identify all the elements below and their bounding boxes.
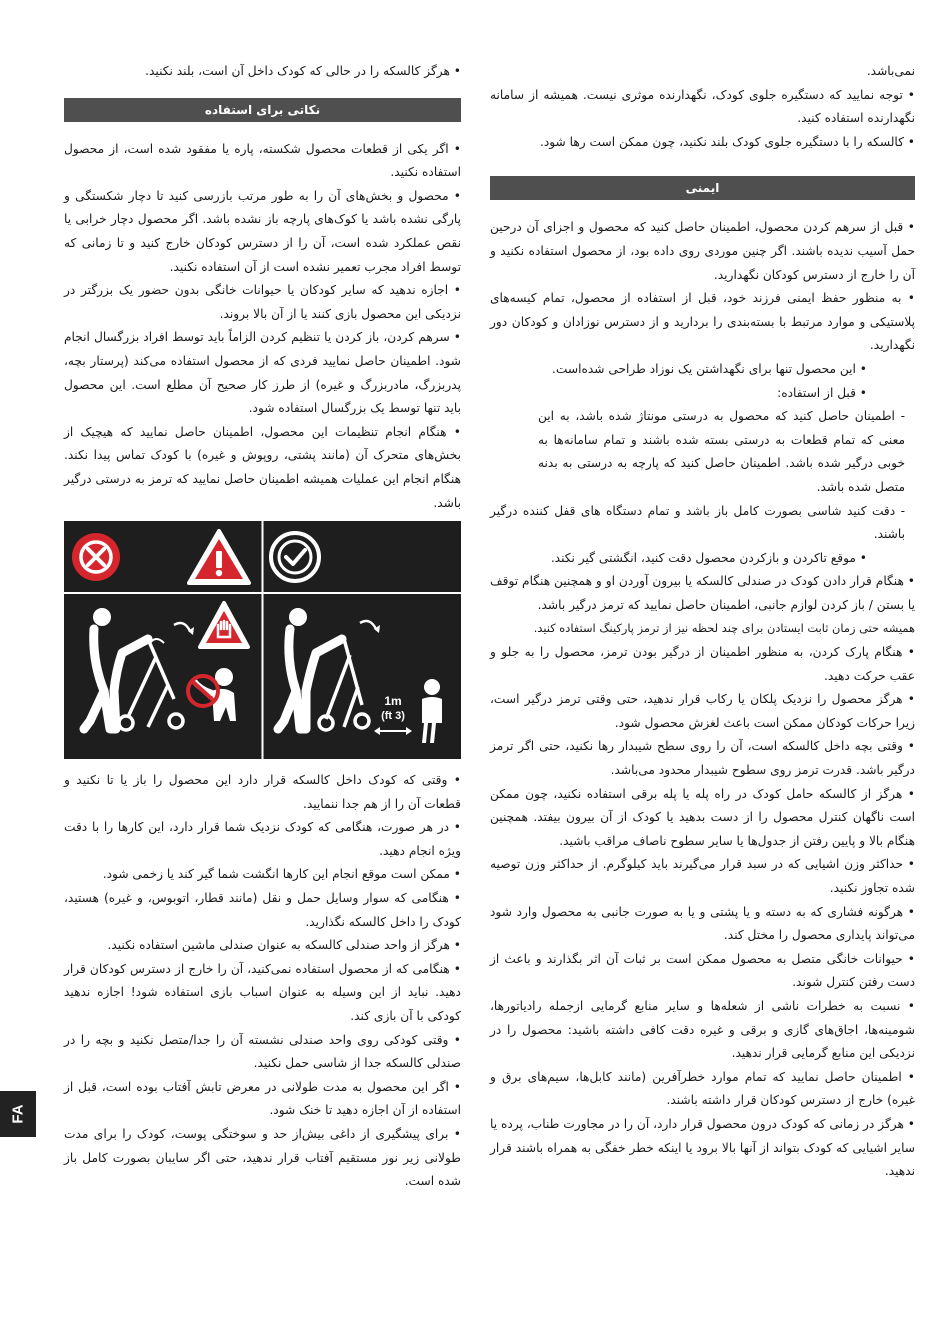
safety-illustration <box>64 521 461 759</box>
paragraph: • نسبت به خطرات ناشی از شعله‌ها و سایر منابع گرمایی ازجمله رادیاتورها، شومینه‌ها، اجاق‌های گازی و برقی و غیره دقت کافی داشته باشید: محصول را در نزدیکی این منابع گرمایی قرار ندهید. <box>490 998 915 1061</box>
safety-pictogram <box>64 521 461 759</box>
paragraph: • وقتی بچه داخل کالسکه است، آن را روی سطح شیبدار رها نکنید، حتی اگر ترمز درگیر باشد. قدرت ترمز روی سطوح شیبدار محدود می‌باشد. <box>490 739 915 778</box>
paragraph: • هرگز در زمانی که کودک درون محصول قرار دارد، آن را در مجاورت طناب، پرده یا سایر اشیایی که کودک بتواند از آنها بالا برود یا اینکه خطر خفگی به همراه باشند قرار ندهید. <box>490 1116 915 1179</box>
left-column <box>64 60 461 1194</box>
paragraph: • اجازه ندهید که سایر کودکان یا حیوانات خانگی بدون حضور یک بزرگتر در نزدیکی این محصول بازی کنند یا از آن بالا بروند. <box>64 283 461 321</box>
paragraph: همیشه حتی زمان ثابت ایستادن برای چند لحظه نیز از ترمز پارکینگ استفاده کنید. <box>533 621 915 636</box>
paragraph: • این محصول تنها برای نگهداشتن یک نوزاد طراحی شده‌است. <box>552 361 867 376</box>
cross-icon <box>72 533 120 581</box>
paragraph: • قبل از سرهم کردن محصول، اطمینان حاصل کنید که محصول و اجزای آن درحین حمل آسیب ندیده باشند. اگر چنین موردی روی داده بود، از محصول استفاده نکنید و آن را خارج از دسترس کودکان نگهدارید. <box>490 220 915 282</box>
language-code: FA <box>9 1104 27 1124</box>
paragraph: • هرگز محصول را نزدیک پلکان یا رکاب قرار ندهید، حتی وقتی ترمز درگیر است، زیرا حرکات کودکان ممکن است باعث لغزش محصول شود. <box>490 692 915 730</box>
warning-icon <box>189 531 249 583</box>
paragraph: • هرگز از کالسکه حامل کودک در راه پله یا پله برقی استفاده نکنید، چون ممکن است ناگهان کنترل محصول را از دست بدهید یا کودک از آن بیرون بیفتد. همچنین هنگام بالا و پایین رفتن از جدول‌ها یا سایر سطوح ناصاف مراقب باشید. <box>490 786 915 848</box>
paragraph: • حداکثر وزن اشیایی که در سبد قرار می‌گیرند باید کیلوگرم. از حداکثر وزن توصیه شده تجاوز نکنید. <box>490 857 915 895</box>
paragraph: • موقع تاکردن و بازکردن محصول دقت کنید، انگشتی گیر نکند. <box>550 550 867 565</box>
paragraph: • ممکن است موقع انجام این کارها انگشت شما گیر کند یا زخمی شود. <box>102 867 461 882</box>
check-icon <box>271 533 319 581</box>
paragraph: • هرگز کالسکه را در حالی که کودک داخل آن است، بلند نکنید. <box>145 64 461 78</box>
paragraph: • قبل از استفاده: <box>777 385 867 400</box>
paragraph: • هنگامی که سوار وسایل حمل و نقل (مانند قطار، اتوبوس، و غیره) هستید، کودک را داخل کالسکه نگذارید. <box>64 891 461 929</box>
distance-unit: (3 ft) <box>381 710 405 723</box>
paragraph: • هرگونه فشاری که به دسته و یا پشتی و یا به صورت جانبی به محصول وارد شود می‌تواند پایداری محصول را مختل کند. <box>490 904 915 943</box>
paragraph: • اطمینان حاصل نمایید که تمام موارد خطرآفرین (مانند کابل‌ها، سیم‌های برق و غیره) خارج از دسترس کودکان قرار داشته باشند. <box>490 1069 915 1108</box>
section-heading-safety: ایمنی <box>490 176 915 200</box>
no-hand-icon <box>188 603 248 706</box>
paragraph: • هنگامی که از محصول استفاده نمی‌کنید، آن را خارج از دسترس کودکان قرار دهید. نباید از این وسیله به عنوان اسباب بازی استفاده شود! اجازه ندهید کودکی با آن بازی کند. <box>64 961 461 1024</box>
stroller-safe-distance-icon <box>278 608 442 743</box>
paragraph: • در هر صورت، هنگامی که کودک نزدیک شما قرار دارد، این کارها را با دقت ویژه انجام دهید. <box>64 820 461 858</box>
paragraph: • برای پیشگیری از داغی بیش‌از حد و سوختگی پوست، کودک را برای مدت طولانی زیر نور مستقیم آفتاب قرار ندهید، حتی اگر سایبان بصورت کامل باز شده است. <box>64 1127 461 1189</box>
paragraph: • به منظور حفظ ایمنی فرزند خود، قبل از استفاده از محصول، تمام کیسه‌های پلاستیکی و موارد مرتبط با بسته‌بندی را بردارید و از دسترس نوزادان و کودکان دور نگهدارید. <box>490 291 915 353</box>
paragraph: • کالسکه را با دستگیره جلوی کودک بلند نکنید، چون ممکن است رها شود. <box>539 134 915 149</box>
paragraph: • هنگام انجام تنظیمات این محصول، اطمینان حاصل نمایید که هیچیک از بخش‌های متحرک آن (مانند پشتی، روپوش و غیره) با کودک تماس پیدا نکند. هنگام انجام این عملیات همیشه اطمینان حاصل نمایید که ترمز به درستی درگیر باشد. <box>64 424 461 510</box>
paragraph: • محصول و بخش‌های آن را به طور مرتب بازرسی کنید تا دچار شکستگی و پارگی نشده باشد یا کوک‌های پارچه باز نشده باشد. اگر محصول دچار خرابی یا نقص عملکرد شده است، آن را از دسترس کودکان خارج کنید و تا زمانی که توسط افراد مجرب تعمیر نشده است از آن استفاده نکنید. <box>64 188 461 274</box>
sub-item: - دقت کنید شاسی بصورت کامل باز باشد و تمام دستگاه های قفل کننده درگیر باشند. <box>490 503 905 542</box>
distance-value: 1m <box>384 694 402 709</box>
paragraph: • هنگام قرار دادن کودک در صندلی کالسکه یا بیرون آوردن او و همچنین هنگام توقف یا بستن / باز کردن لوازم جانبی، اطمینان حاصل نمایید که ترمز درگیر باشد. <box>490 574 915 612</box>
sub-item: - اطمینان حاصل کنید که محصول به درستی مونتاژ شده باشد، به این معنی که تمام قطعات به درستی بسته شده باشند و تمام سامانه‌ها به خوبی درگیر شده باشد. اطمینان حاصل کنید که پارچه به درستی به بدنه متصل شده باشد. <box>538 409 905 494</box>
paragraph: • سرهم کردن، باز کردن یا تنظیم کردن الزاماً باید توسط افراد بزرگسال انجام شود. اطمینان حاصل نمایید فردی که از محصول استفاده می‌کند (پرستار بچه، پدربزرگ، مادربزرگ و غیره) از طرز کار صحیح آن مطلع است. این محصول باید تنها توسط یک بزرگسال استفاده شود. <box>64 330 461 416</box>
paragraph: • اگر یکی از قطعات محصول شکسته، پاره یا مفقود شده است، از محصول استفاده نکنید. <box>64 141 461 180</box>
section-heading-tips: نکاتی برای استفاده <box>64 98 461 122</box>
paragraph: نمی‌باشد. <box>866 64 915 78</box>
language-tab <box>0 1091 36 1137</box>
paragraph: • توجه نمایید که دستگیره جلوی کودک، نگهدارنده موثری نیست. همیشه از سامانه نگهدارنده استفاده کنید. <box>490 87 915 126</box>
paragraph: • هرگز از واحد صندلی کالسکه به عنوان صندلی ماشین استفاده نکنید. <box>107 938 461 953</box>
paragraph: • هنگام پارک کردن، به منظور اطمینان از درگیر بودن ترمز، محصول را به جلو و عقب حرکت دهید. <box>490 645 915 683</box>
paragraph: • وقتی که کودک داخل کالسکه قرار دارد این محصول را باز یا تا نکنید و قطعات آن را از هم جدا ننمایید. <box>64 773 461 811</box>
paragraph: • اگر این محصول به مدت طولانی در معرض تابش آفتاب بوده است، قبل از استفاده از آن اجازه دهید تا خنک شود. <box>64 1079 461 1118</box>
paragraph: • حیوانات خانگی متصل به محصول ممکن است بر ثبات آن اثر بگذارند و باعث از دست رفتن کنترل شوند. <box>490 951 915 990</box>
right-column <box>490 60 915 1184</box>
paragraph: • وقتی کودکی روی واحد صندلی نشسته آن را جدا/متصل نکنید و بچه را در صندلی کالسکه جدا از شاسی حمل نکنید. <box>64 1032 461 1071</box>
